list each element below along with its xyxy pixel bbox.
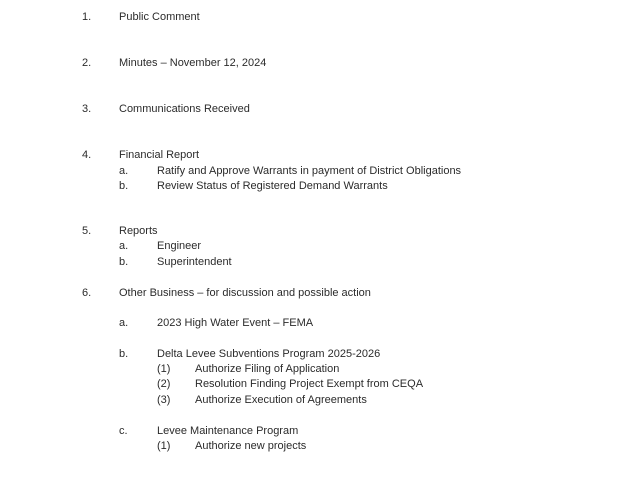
point-text: Authorize Execution of Agreements xyxy=(195,394,367,406)
agenda-item-title: Reports xyxy=(119,225,158,237)
agenda-item-number: 1. xyxy=(82,11,92,23)
subitem-text: 2023 High Water Event – FEMA xyxy=(157,317,314,329)
agenda-item-title: Financial Report xyxy=(119,149,200,161)
subitem-letter: b. xyxy=(119,256,129,268)
subitem-letter: c. xyxy=(119,425,128,437)
agenda-item-number: 4. xyxy=(82,149,92,161)
point-text: Resolution Finding Project Exempt from CEQA xyxy=(195,378,424,390)
point-text: Authorize new projects xyxy=(195,440,307,452)
agenda-item-title: Public Comment xyxy=(119,11,200,23)
subitem-letter: b. xyxy=(119,348,129,360)
subitem-text: Review Status of Registered Demand Warrants xyxy=(157,180,388,192)
point-number: (1) xyxy=(157,440,171,452)
subitem-letter: a. xyxy=(119,165,129,177)
point-number: (1) xyxy=(157,363,171,375)
subitem-text: Ratify and Approve Warrants in payment of District Obligations xyxy=(157,165,462,177)
subitem-text: Levee Maintenance Program xyxy=(157,425,299,437)
agenda-item-number: 6. xyxy=(82,287,92,299)
point-text: Authorize Filing of Application xyxy=(195,363,340,375)
agenda-item-title: Other Business – for discussion and possible action xyxy=(119,287,371,299)
point-number: (3) xyxy=(157,394,171,406)
agenda-item-title: Minutes – November 12, 2024 xyxy=(119,57,267,69)
agenda-item-number: 5. xyxy=(82,225,92,237)
subitem-letter: b. xyxy=(119,180,129,192)
subitem-text: Delta Levee Subventions Program 2025-2026 xyxy=(157,348,381,360)
subitem-letter: a. xyxy=(119,240,129,252)
subitem-text: Engineer xyxy=(157,240,202,252)
agenda-item-number: 2. xyxy=(82,57,92,69)
subitem-letter: a. xyxy=(119,317,129,329)
subitem-text: Superintendent xyxy=(157,256,232,268)
point-number: (2) xyxy=(157,378,171,390)
agenda-item-number: 3. xyxy=(82,103,92,115)
agenda-item-title: Communications Received xyxy=(119,103,250,115)
